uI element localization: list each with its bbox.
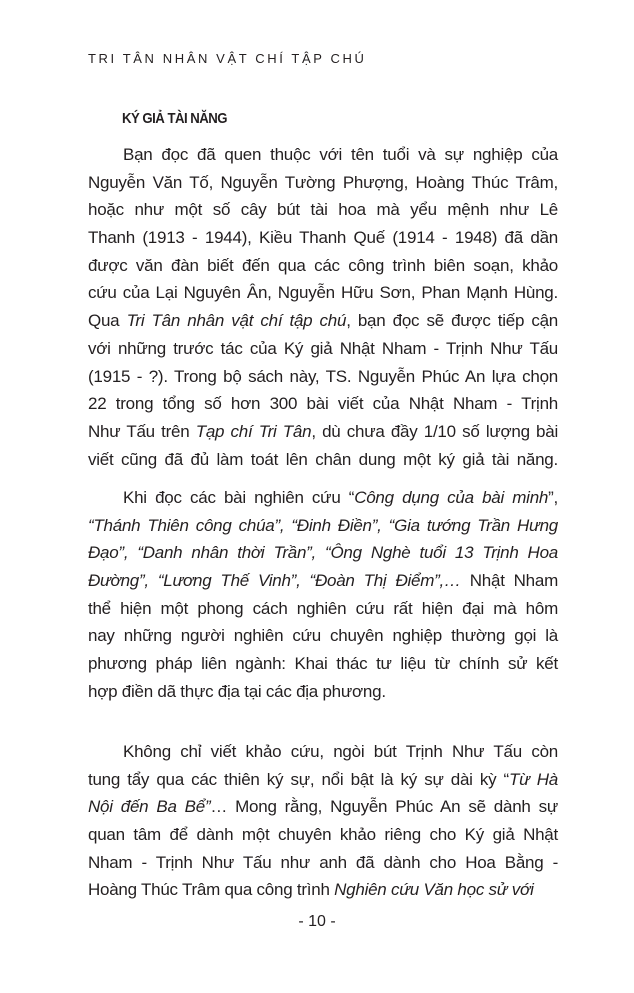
text-segment: 22 trong tổng số hơn 300 bài viết của Nhật Nham - Trịnh [88, 394, 558, 414]
text-segment: Nham - Trịnh Như Tấu như anh đã dành cho Hoa Bằng - [88, 852, 558, 872]
text-segment: tung tẩy qua các thiên ký sự, nổi bật là ký sự dài kỳ “ [88, 769, 509, 789]
text-segment: quan tâm để dành một chuyên khảo riêng cho Ký giả Nhật [88, 825, 558, 845]
text-line [88, 390, 558, 418]
section-heading: KÝ GIẢ TÀI NĂNG [122, 110, 228, 127]
text-segment: cứu của Lại Nguyên Ân, Nguyễn Hữu Sơn, Phan Mạnh Hùng. [88, 283, 558, 303]
italic-text: Tạp chí Tri Tân [195, 421, 312, 441]
text-segment: Bạn đọc đã quen thuộc với tên tuổi và sự nghiệp của [123, 145, 558, 164]
text-segment: Hoàng Thúc Trâm qua công trình [88, 880, 335, 900]
text-line [88, 252, 558, 280]
text-line [88, 169, 558, 197]
page-number: - 10 - [298, 913, 336, 930]
running-header: TRI TÂN NHÂN VẬT CHÍ TẬP CHÚ [88, 51, 367, 66]
italic-text: Nghiên cứu Văn học sử với [334, 880, 534, 900]
paragraph-3 [88, 738, 558, 904]
text-segment: thể hiện một phong cách nghiên cứu rất hiện đại mà hôm [88, 598, 558, 618]
paragraph-1 [88, 141, 558, 473]
text-line [88, 793, 558, 821]
text-line [88, 446, 558, 474]
text-line [88, 849, 558, 877]
text-line [88, 567, 558, 595]
text-segment: (1915 - ?). Trong bộ sách này, TS. Nguyễn Phúc An lựa chọn [88, 366, 558, 386]
text-line [88, 418, 558, 446]
text-segment: Khi đọc các bài nghiên cứu “ [123, 488, 355, 507]
text-line [88, 307, 558, 335]
text-line [88, 512, 558, 540]
text-line [88, 484, 558, 512]
text-line [88, 678, 558, 706]
text-segment: Như Tấu trên [88, 421, 196, 441]
text-line [88, 279, 558, 307]
text-line [88, 738, 558, 766]
text-line [88, 876, 558, 904]
text-segment: nay những người nghiên cứu chuyên nghiệp thường gọi là [88, 626, 558, 646]
text-line [88, 141, 558, 169]
text-segment: phương pháp liên ngành: Khai thác tư liệu từ chính sử kết [88, 654, 558, 674]
text-segment: , bạn đọc sẽ được tiếp cận [346, 311, 558, 331]
text-segment: , dù chưa đầy 1/10 số lượng bài [311, 421, 558, 441]
italic-text: Nội đến Ba Bể” [88, 797, 211, 817]
text-line [88, 766, 558, 794]
text-segment: với những trước tác của Ký giả Nhật Nham - Trịnh Như Tấu [88, 338, 558, 358]
text-line [88, 595, 558, 623]
paragraph-2 [88, 484, 558, 706]
text-segment: … Mong rằng, Nguyễn Phúc An sẽ dành sự [210, 797, 558, 817]
text-segment: Thanh (1913 - 1944), Kiều Thanh Quế (1914 - 1948) đã dần [88, 228, 558, 248]
text-segment: Qua [88, 311, 127, 331]
text-segment: ”, [548, 488, 558, 507]
text-line [88, 196, 558, 224]
text-segment: viết cũng đã đủ làm toát lên chân dung một ký giả tài năng. [88, 449, 558, 469]
text-line [88, 821, 558, 849]
italic-text: Đường”, “Lương Thế Vinh”, “Đoàn Thị Điểm”,… [88, 571, 461, 591]
text-segment: hoặc như một số cây bút tài hoa mà yểu mệnh như Lê [88, 200, 558, 220]
text-line [88, 224, 558, 252]
text-line [88, 622, 558, 650]
italic-text: Công dụng của bài minh [354, 488, 549, 507]
text-segment: Không chỉ viết khảo cứu, ngòi bút Trịnh Như Tấu còn [123, 742, 558, 761]
text-segment: Nhật Nham [460, 571, 559, 591]
italic-text: Đạo”, “Danh nhân thời Trần”, “Ông Nghè tuổi 13 Trịnh Hoa [88, 543, 558, 563]
text-line [88, 539, 558, 567]
italic-text: Tri Tân nhân vật chí tập chú [126, 311, 347, 331]
text-line [88, 650, 558, 678]
text-segment: Nguyễn Văn Tố, Nguyễn Tường Phượng, Hoàng Thúc Trâm, [88, 172, 558, 192]
text-segment: hợp điền dã thực địa tại các địa phương. [88, 681, 386, 701]
text-line [88, 363, 558, 391]
text-line [88, 335, 558, 363]
italic-text: Từ Hà [508, 769, 558, 789]
italic-text: “Thánh Thiên công chúa”, “Đinh Điền”, “Gia tướng Trần Hưng [88, 515, 558, 535]
text-segment: được văn đàn biết đến qua các công trình biên soạn, khảo [88, 255, 558, 275]
